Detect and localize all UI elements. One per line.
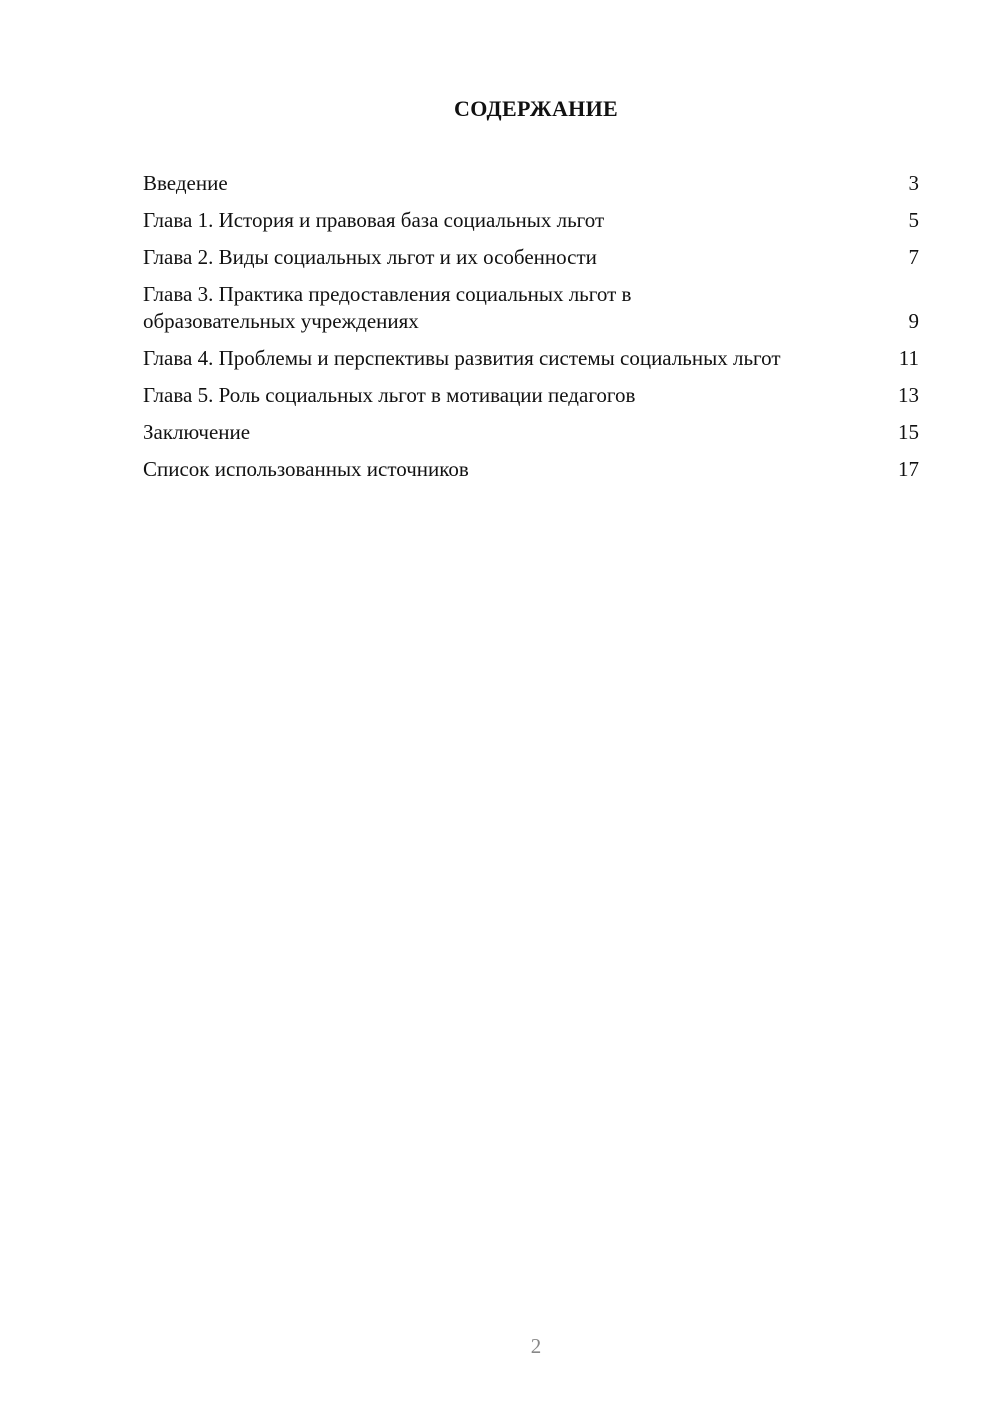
toc-entry-page: 11 [898,346,919,370]
toc-entry-chapter-2[interactable] [143,244,919,271]
toc-entry-page: 7 [908,245,919,269]
toc-entry-title: Глава 3. Практика предоставления социальных льгот в образовательных учреждениях [143,282,632,333]
toc-entry-page: 15 [898,420,919,444]
toc-entry-introduction[interactable] [143,170,919,197]
toc-entry-conclusion[interactable] [143,419,919,446]
table-of-contents [143,170,919,493]
page-title: СОДЕРЖАНИЕ [454,96,618,121]
toc-entry-chapter-1[interactable] [143,207,919,234]
toc-entry-page: 5 [908,208,919,232]
toc-entry-title: Заключение [143,420,251,444]
page-number: 2 [530,1334,542,1358]
toc-entry-page: 13 [898,383,919,407]
toc-entry-title: Список использованных источников [143,457,469,481]
toc-entry-chapter-4[interactable] [143,345,919,372]
toc-entry-page: 3 [908,171,919,195]
toc-entry-title: Глава 2. Виды социальных льгот и их особенности [143,245,597,269]
toc-entry-references[interactable] [143,456,919,483]
toc-entry-page: 9 [908,309,919,333]
toc-entry-title: Глава 4. Проблемы и перспективы развития системы социальных льгот [143,346,781,370]
toc-entry-title: Введение [143,171,228,195]
toc-entry-title: Глава 5. Роль социальных льгот в мотивации педагогов [143,383,636,407]
toc-entry-chapter-5[interactable] [143,382,919,409]
toc-entry-title: Глава 1. История и правовая база социальных льгот [143,208,605,232]
toc-entry-chapter-3[interactable] [143,281,919,335]
toc-entry-page: 17 [898,457,919,481]
